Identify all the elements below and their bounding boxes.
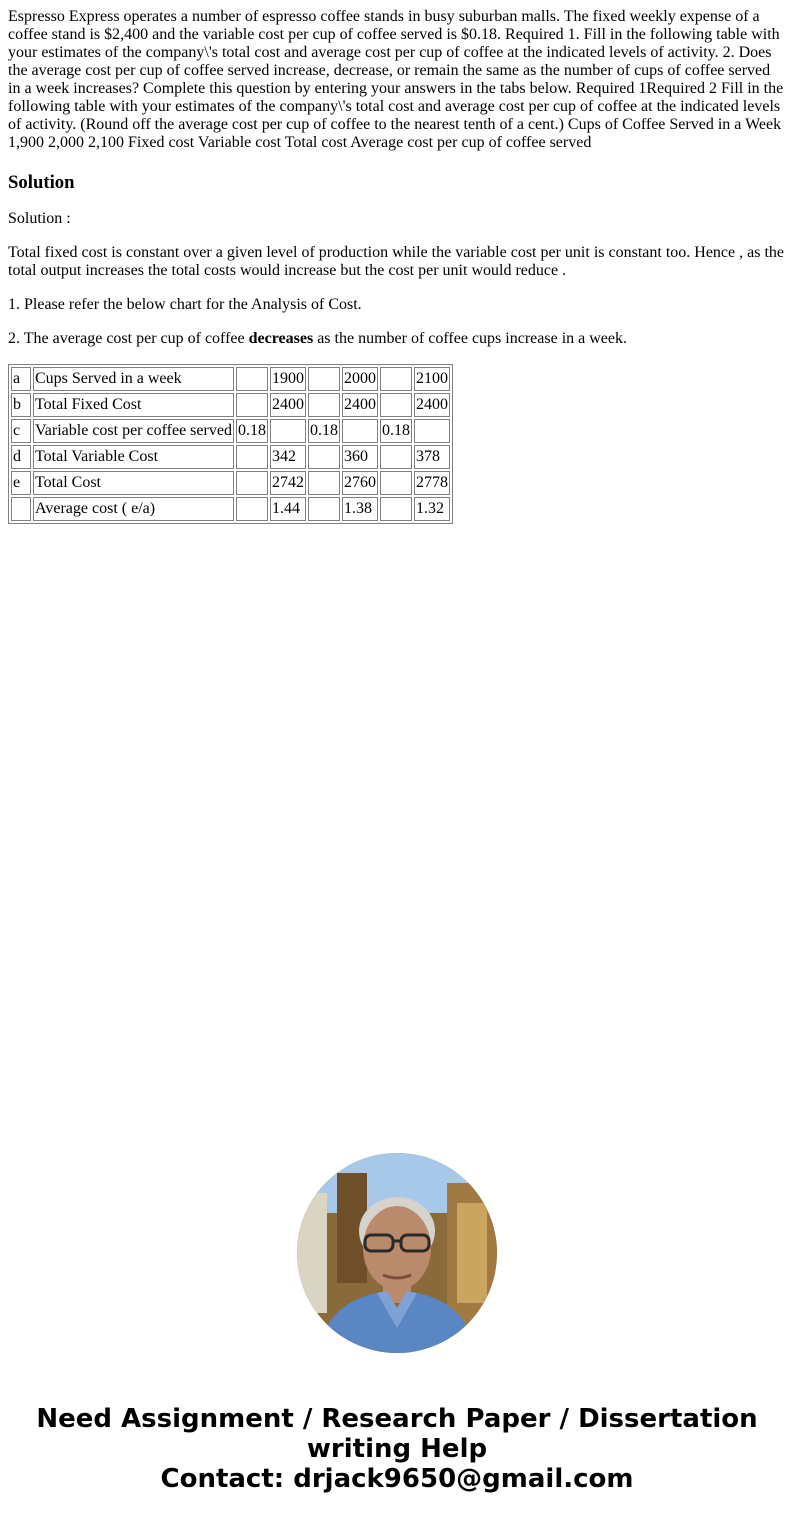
table-cell: Total Cost [33,471,234,495]
table-cell [308,445,340,469]
footer-contact: Contact: drjack9650@gmail.com [160,1464,634,1494]
table-row [11,393,450,417]
solution-label: Solution : [8,210,71,227]
table-cell: e [11,471,31,495]
table-row [11,419,450,443]
table-cell: 2400 [270,393,306,417]
table-cell: b [11,393,31,417]
table-cell: 0.18 [236,419,268,443]
solution-point-1: 1. Please refer the below chart for the Analysis of Cost. [8,296,362,313]
table-row [11,471,450,495]
table-cell [11,497,31,521]
table-cell: Total Fixed Cost [33,393,234,417]
table-cell: 2100 [414,367,450,391]
table-cell: 1900 [270,367,306,391]
avatar [297,1153,497,1353]
table-cell [380,445,412,469]
footer-advertisement [0,1404,794,1494]
solution-heading: Solution [8,172,75,193]
footer-line-1: Need Assignment / Research Paper / Dissertation [36,1404,758,1434]
table-cell [236,393,268,417]
table-cell [236,497,268,521]
table-cell: 2760 [342,471,378,495]
table-cell [380,471,412,495]
table-cell: Total Variable Cost [33,445,234,469]
table-cell [236,445,268,469]
table-row [11,367,450,391]
table-cell: a [11,367,31,391]
table-cell [380,367,412,391]
table-cell: 2742 [270,471,306,495]
table-cell [342,419,378,443]
footer-line-2: writing Help [306,1434,488,1464]
author-photo-icon [297,1153,497,1353]
table-cell: Average cost ( e/a) [33,497,234,521]
solution-point-2 [8,330,786,348]
table-cell: 360 [342,445,378,469]
solution-explanation: Total fixed cost is constant over a given level of production while the variable cost per unit is constant too. Hence , as the total output increases the total costs would increase but the cost per unit would reduce . [8,244,784,279]
table-cell: c [11,419,31,443]
table-cell [380,497,412,521]
table-cell [308,367,340,391]
cost-analysis-table [8,364,453,524]
table-cell [236,471,268,495]
page-content [8,8,786,524]
table-cell: 378 [414,445,450,469]
table-cell [236,367,268,391]
table-cell [270,419,306,443]
table-cell: 2778 [414,471,450,495]
table-cell [380,393,412,417]
table-cell: 1.38 [342,497,378,521]
table-row [11,445,450,469]
table-cell: 1.32 [414,497,450,521]
table-row [11,497,450,521]
point-2-outro: as the number of coffee cups increase in a week. [313,330,627,347]
point-2-intro: 2. The average cost per cup of coffee [8,330,249,347]
cost-table-body [11,367,450,521]
table-cell [414,419,450,443]
table-cell: 2400 [342,393,378,417]
table-cell: 2400 [414,393,450,417]
table-cell: d [11,445,31,469]
table-cell: 2000 [342,367,378,391]
point-2-emphasis: decreases [248,330,314,347]
table-cell: 342 [270,445,306,469]
table-cell [308,393,340,417]
table-cell: Variable cost per coffee served [33,419,234,443]
question-text: Espresso Express operates a number of espresso coffee stands in busy suburban malls. The fixed weekly expense of a coffee stand is $2,400 and the variable cost per cup of coffee served is $0.18. Required 1. Fill in the following table with your estimates of the company\'s total cost and average cost per cup of coffee at the indicated levels of activity. 2. Does the average cost per cup of coffee served increase, decrease, or remain the same as the number of cups of coffee served in a week increases? Complete this question by entering your answers in the tabs below. Required 1Required 2 Fill in the following table with your estimates of the company\'s total cost and average cost per cup of coffee at the indicated levels of activity. (Round off the average cost per cup of coffee to the nearest tenth of a cent.) Cups of Coffee Served in a Week 1,900 2,000 2,100 Fixed cost Variable cost Total cost Average cost per cup of coffee served [8,8,784,151]
table-cell: Cups Served in a week [33,367,234,391]
table-cell: 1.44 [270,497,306,521]
table-cell: 0.18 [308,419,340,443]
table-cell: 0.18 [380,419,412,443]
table-cell [308,471,340,495]
table-cell [308,497,340,521]
